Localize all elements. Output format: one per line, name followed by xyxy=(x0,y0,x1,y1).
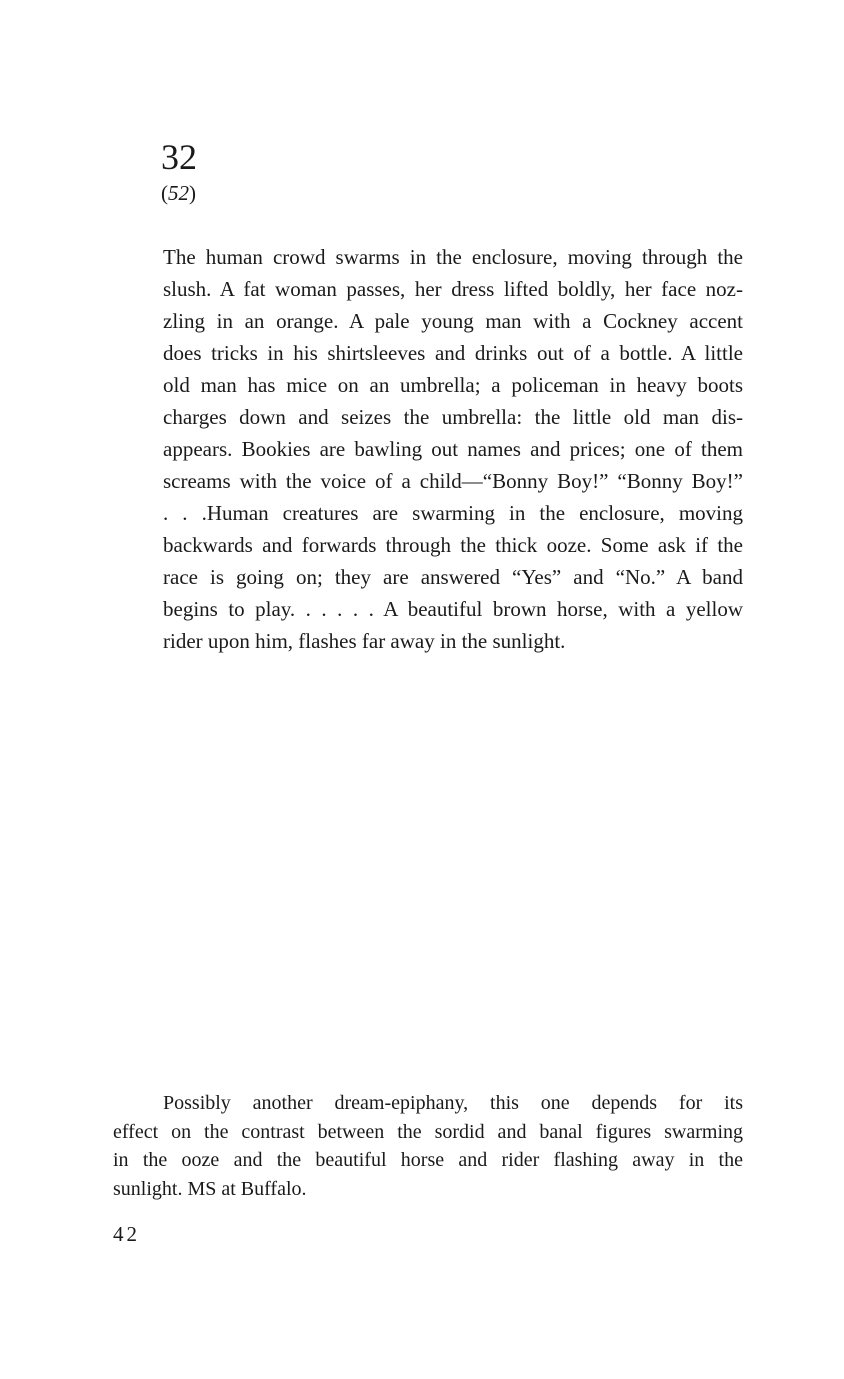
text-line: begins to play. . . . . . A beautiful brown horse, with a yellow xyxy=(163,597,743,621)
page-number: 42 xyxy=(113,1222,140,1246)
original-number-value: 52 xyxy=(168,181,189,205)
note-line: Possibly another dream-epiphany, this one depends for its xyxy=(163,1092,743,1114)
text-line: zling in an orange. A pale young man with a Cockney accent xyxy=(163,309,743,333)
text-line: backwards and forwards through the thick ooze. Some ask if the xyxy=(163,533,743,557)
close-paren: ) xyxy=(189,181,196,205)
text-line: rider upon him, flashes far away in the sunlight. xyxy=(163,629,566,653)
open-paren: ( xyxy=(161,181,168,205)
text-line: . . .Human creatures are swarming in the enclosure, moving xyxy=(163,501,743,525)
note-line: in the ooze and the beautiful horse and rider flashing away in the xyxy=(113,1149,743,1171)
epiphany-number: 32 xyxy=(161,137,197,177)
text-line: charges down and seizes the umbrella: the little old man dis- xyxy=(163,405,743,429)
epiphany-text xyxy=(163,241,743,657)
original-number xyxy=(161,179,196,207)
editorial-note xyxy=(113,1089,743,1203)
text-line: slush. A fat woman passes, her dress lifted boldly, her face noz- xyxy=(163,277,743,301)
text-line: appears. Bookies are bawling out names and prices; one of them xyxy=(163,437,743,461)
note-line: sunlight. MS at Buffalo. xyxy=(113,1177,307,1200)
text-line: The human crowd swarms in the enclosure, moving through the xyxy=(163,245,743,269)
text-line: race is going on; they are answered “Yes” and “No.” A band xyxy=(163,565,743,589)
text-line: screams with the voice of a child—“Bonny Boy!” “Bonny Boy!” xyxy=(163,469,743,493)
note-line: effect on the contrast between the sordid and banal figures swarming xyxy=(113,1120,743,1143)
text-line: old man has mice on an umbrella; a policeman in heavy boots xyxy=(163,373,743,397)
text-line: does tricks in his shirtsleeves and drinks out of a bottle. A little xyxy=(163,341,743,365)
